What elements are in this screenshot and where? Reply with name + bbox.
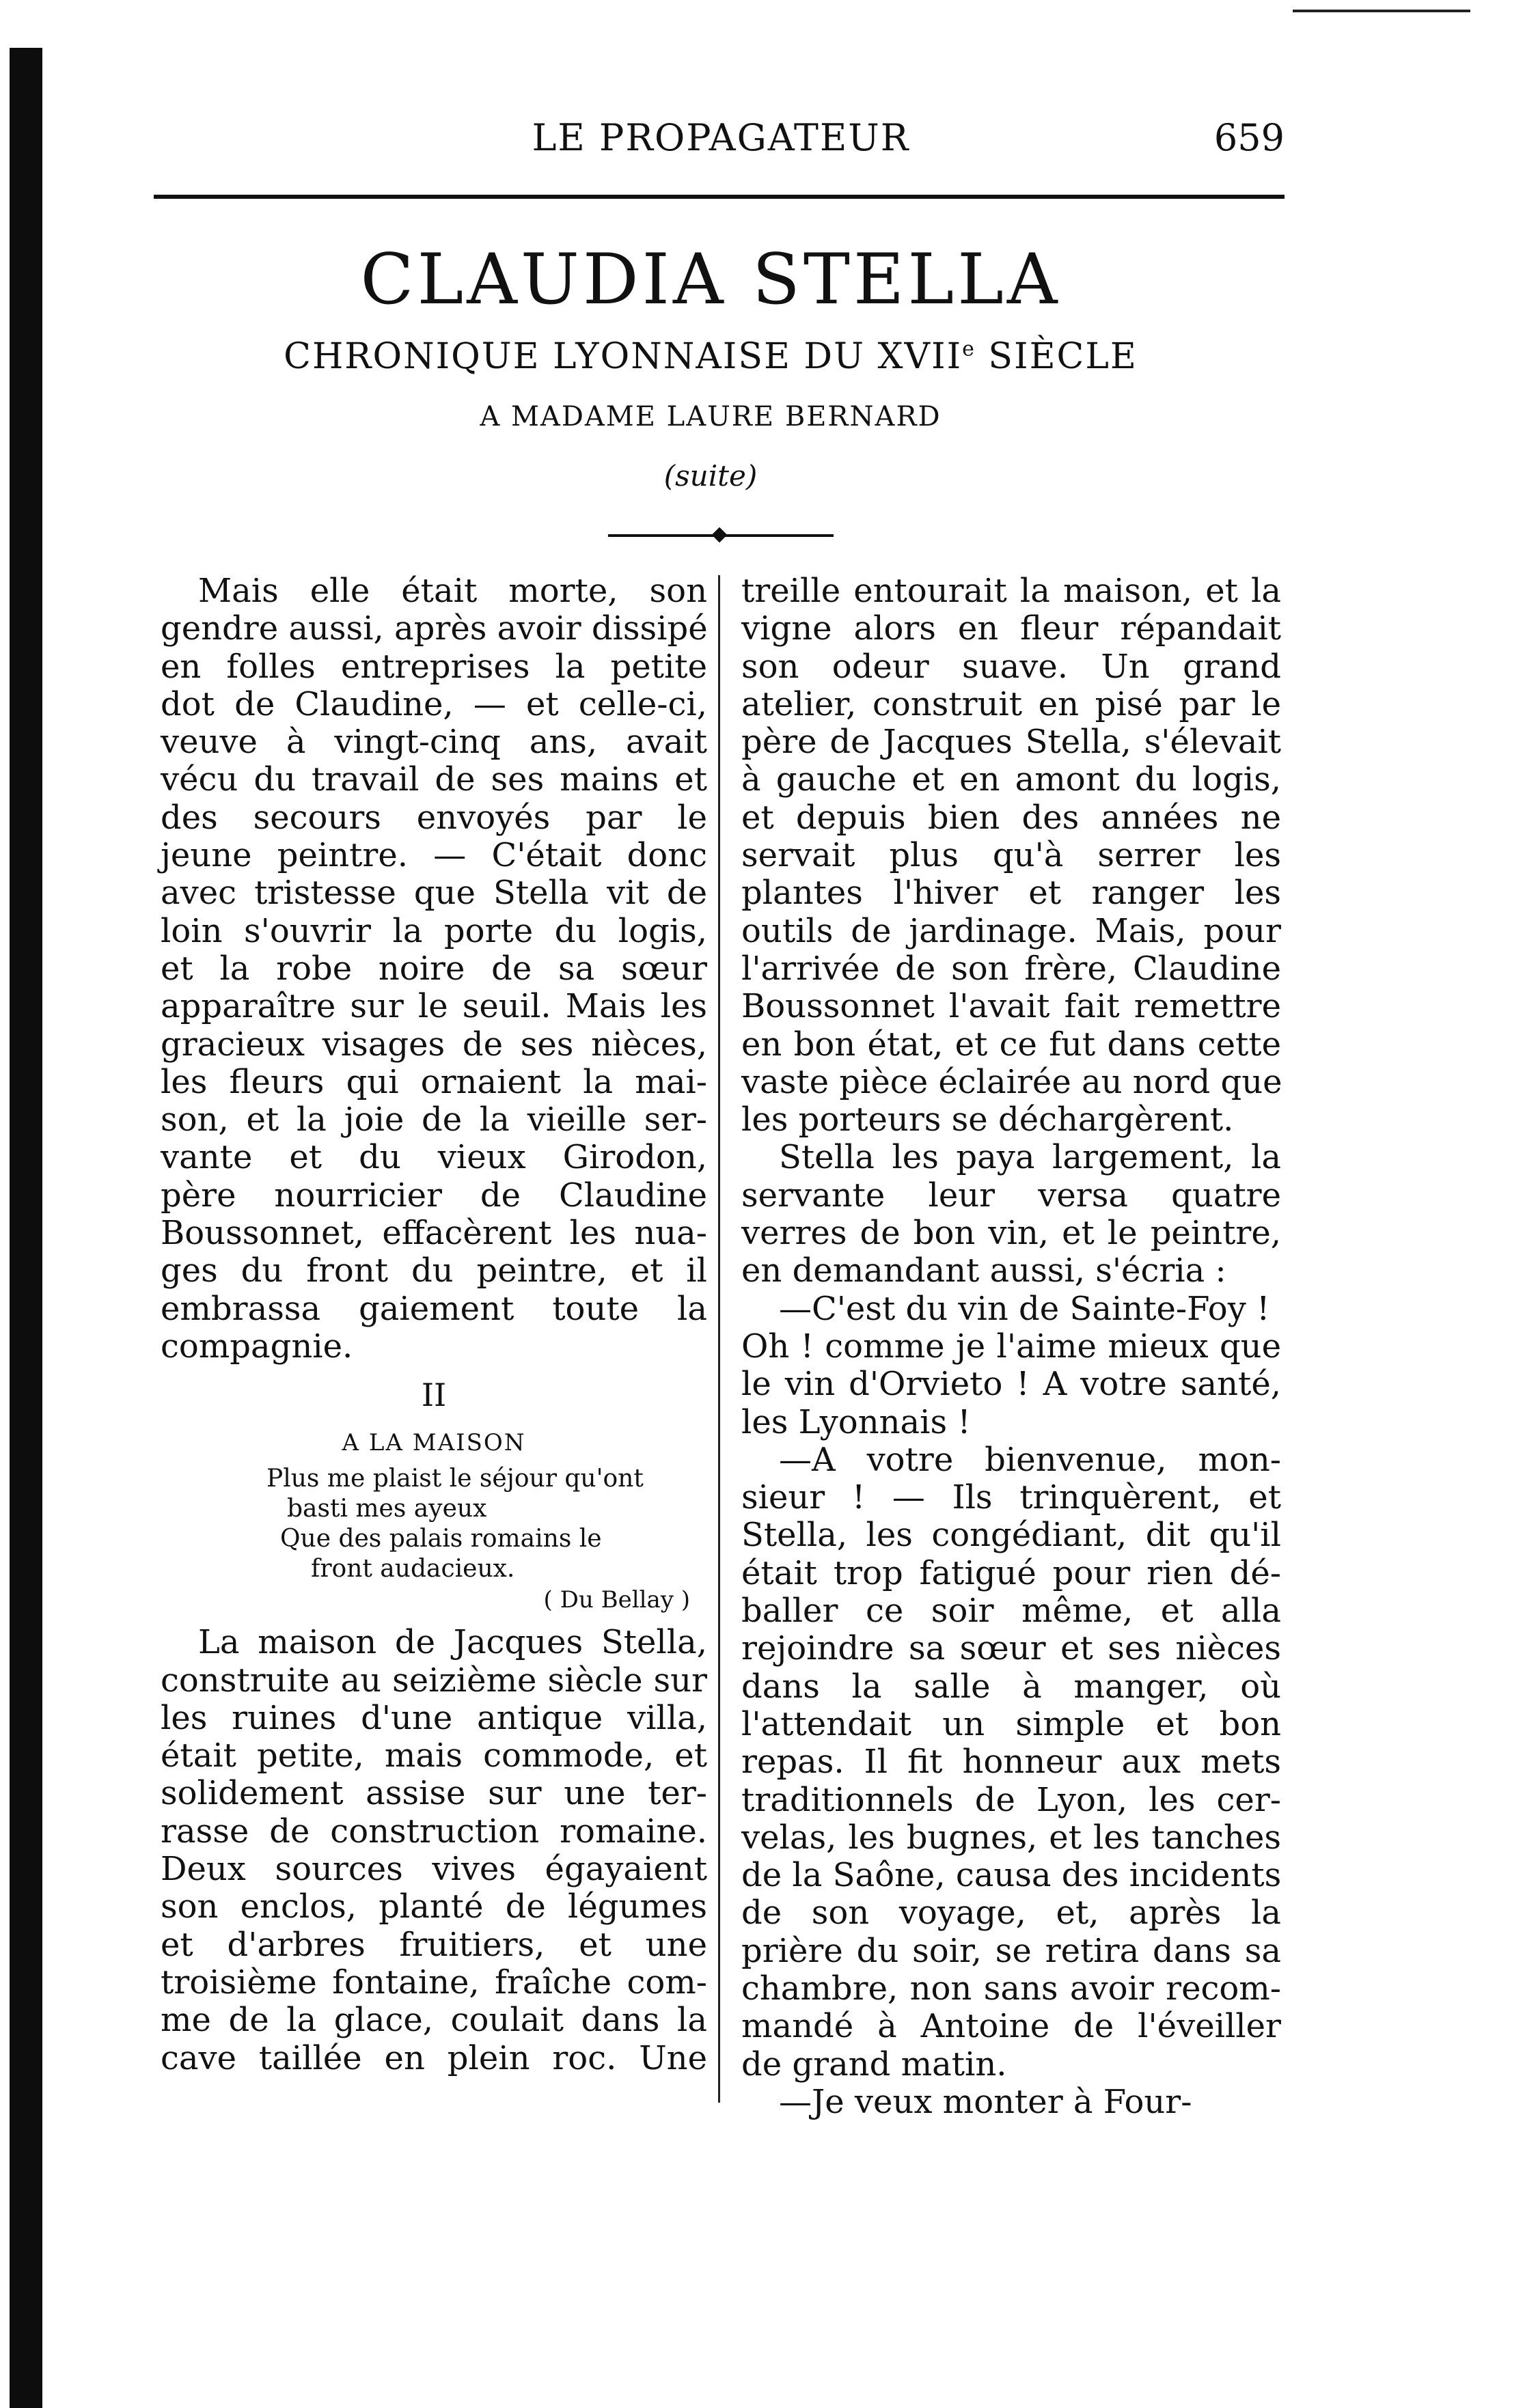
dedication: A MADAME LAURE BERNARD — [480, 401, 942, 432]
text-line: —A votre bienvenue, mon- — [779, 1440, 1281, 1479]
text-line: les porteurs se déchargèrent. — [741, 1101, 1234, 1139]
epigraph — [161, 1464, 707, 1584]
text-line: outils de jardinage. Mais, pour — [741, 911, 1281, 950]
text-line: —Je veux monter à Four- — [779, 2082, 1192, 2121]
text-line: gracieux visages de ses nièces, — [161, 1025, 707, 1064]
ornamental-rule — [608, 534, 834, 537]
text-line: son, et la joie de la vieille ser- — [161, 1101, 707, 1139]
text-line: les ruines d'une antique villa, — [161, 1698, 707, 1737]
text-line: l'arrivée de son frère, Claudine — [741, 949, 1281, 988]
suite-note: (suite) — [663, 459, 758, 493]
right-column-text — [741, 572, 1281, 2121]
text-line: chambre, non sans avoir recom- — [741, 1969, 1281, 2008]
corner-rule — [1293, 10, 1470, 12]
text-line: et d'arbres fruitiers, et une — [161, 1925, 707, 1964]
text-line: père nourricier de Claudine — [161, 1176, 707, 1215]
text-line: solidement assise sur une ter- — [161, 1774, 707, 1813]
text-line: repas. Il fit honneur aux mets — [741, 1743, 1281, 1782]
page-header — [157, 116, 1285, 164]
right-column — [741, 572, 1281, 2121]
paragraph-1 — [161, 572, 707, 1366]
text-line: Mais elle était morte, son — [198, 572, 707, 610]
text-line: des secours envoyés par le — [161, 798, 707, 837]
text-line: était trop fatigué pour rien dé- — [741, 1553, 1281, 1592]
article-subtitle — [0, 336, 1421, 377]
epigraph-line: Plus me plaist le séjour qu'ont — [266, 1465, 644, 1493]
section-number: II — [421, 1376, 447, 1414]
text-line: plantes l'hiver et ranger les — [741, 874, 1281, 913]
text-line: construite au seizième siècle sur — [161, 1661, 707, 1700]
text-line: me de la glace, coulait dans la — [161, 2001, 707, 2040]
text-line: servait plus qu'à serrer les — [741, 836, 1281, 875]
text-line: vante et du vieux Girodon, — [161, 1138, 707, 1177]
epigraph-line: front audacieux. — [311, 1555, 515, 1583]
text-line: de grand matin. — [741, 2045, 1007, 2084]
text-line: avec tristesse que Stella vit de — [161, 874, 707, 913]
section-title: A LA MAISON — [342, 1429, 526, 1457]
page-number: 659 — [1213, 116, 1285, 159]
text-line: Boussonnet l'avait fait remettre — [741, 987, 1281, 1026]
text-line: apparaître sur le seuil. Mais les — [161, 987, 707, 1026]
text-line: Boussonnet, effacèrent les nua- — [161, 1214, 707, 1253]
subtitle-superscript: e — [962, 337, 976, 361]
text-line: sieur ! — Ils trinquèrent, et — [741, 1478, 1281, 1517]
text-line: treille entourait la maison, et la — [741, 572, 1281, 610]
text-line: traditionnels de Lyon, les cer- — [741, 1780, 1281, 1819]
text-line: les Lyonnais ! — [741, 1402, 971, 1441]
text-line: verres de bon vin, et le peintre, — [741, 1214, 1281, 1253]
text-line: en folles entreprises la petite — [161, 647, 707, 686]
text-line: cave taillée en plein roc. Une — [161, 2038, 707, 2077]
text-line: ges du front du peintre, et il — [161, 1251, 707, 1290]
text-line: troisième fontaine, fraîche com- — [161, 1963, 707, 2002]
epigraph-line: basti mes ayeux — [287, 1495, 487, 1523]
text-line: en bon état, et ce fut dans cette — [741, 1025, 1281, 1064]
text-line: et la robe noire de sa sœur — [161, 949, 707, 988]
text-line: —C'est du vin de Sainte-Foy ! — [779, 1289, 1270, 1328]
text-line: le vin d'Orvieto ! A votre santé, — [741, 1365, 1281, 1404]
text-line: Deux sources vives égayaient — [161, 1850, 707, 1889]
text-line: Stella les paya largement, la — [779, 1138, 1281, 1177]
text-line: vécu du travail de ses mains et — [161, 760, 707, 799]
epigraph-attribution: ( Du Bellay ) — [543, 1586, 690, 1614]
subtitle-text: CHRONIQUE LYONNAISE DU XVII — [284, 336, 963, 377]
text-line: compagnie. — [161, 1327, 353, 1366]
text-line: père de Jacques Stella, s'élevait — [741, 723, 1281, 762]
text-line: servante leur versa quatre — [741, 1176, 1281, 1215]
text-line: l'attendait un simple et bon — [741, 1704, 1281, 1743]
text-line: gendre aussi, après avoir dissipé — [161, 609, 708, 648]
text-line: son enclos, planté de légumes — [161, 1887, 707, 1926]
article-title: CLAUDIA STELLA — [360, 239, 1061, 320]
text-line: de son voyage, et, après la — [741, 1894, 1281, 1933]
text-line: atelier, construit en pisé par le — [741, 684, 1281, 723]
text-line: dans la salle à manger, où — [741, 1667, 1281, 1706]
text-line: embrassa gaiement toute la — [161, 1289, 707, 1328]
text-line: en demandant aussi, s'écria : — [741, 1251, 1226, 1290]
text-line: rasse de construction romaine. — [161, 1812, 707, 1851]
text-line: veuve à vingt-cinq ans, avait — [161, 723, 707, 762]
text-line: mandé à Antoine de l'éveiller — [741, 2007, 1281, 2046]
text-line: Oh ! comme je l'aime mieux que — [741, 1327, 1281, 1366]
text-line: était petite, mais commode, et — [161, 1736, 707, 1775]
text-line: son odeur suave. Un grand — [741, 647, 1281, 686]
column-divider — [718, 575, 720, 2103]
text-line: velas, les bugnes, et les tanches — [741, 1818, 1281, 1857]
text-line: vaste pièce éclairée au nord que — [741, 1062, 1282, 1101]
text-line: et depuis bien des années ne — [741, 798, 1281, 837]
header-rule — [154, 195, 1285, 199]
text-line: loin s'ouvrir la porte du logis, — [161, 911, 707, 950]
text-line: à gauche et en amont du logis, — [741, 760, 1281, 799]
epigraph-line: Que des palais romains le — [280, 1525, 602, 1553]
running-title: LE PROPAGATEUR — [532, 116, 910, 159]
text-line: les fleurs qui ornaient la mai- — [161, 1062, 707, 1101]
paragraph-2 — [161, 1624, 707, 2077]
left-column — [161, 572, 707, 2077]
text-line: de la Saône, causa des incidents — [741, 1856, 1282, 1895]
text-line: prière du soir, se retira dans sa — [741, 1931, 1281, 1970]
text-line: La maison de Jacques Stella, — [198, 1623, 707, 1662]
text-line: Stella, les congédiant, dit qu'il — [741, 1516, 1281, 1555]
subtitle-end: SIÈCLE — [975, 336, 1138, 377]
text-line: jeune peintre. — C'était donc — [161, 836, 707, 875]
text-line: baller ce soir même, et alla — [741, 1592, 1281, 1631]
text-line: dot de Claudine, — et celle-ci, — [161, 684, 707, 723]
text-line: vigne alors en fleur répandait — [741, 609, 1281, 648]
text-line: rejoindre sa sœur et ses nièces — [741, 1629, 1281, 1668]
